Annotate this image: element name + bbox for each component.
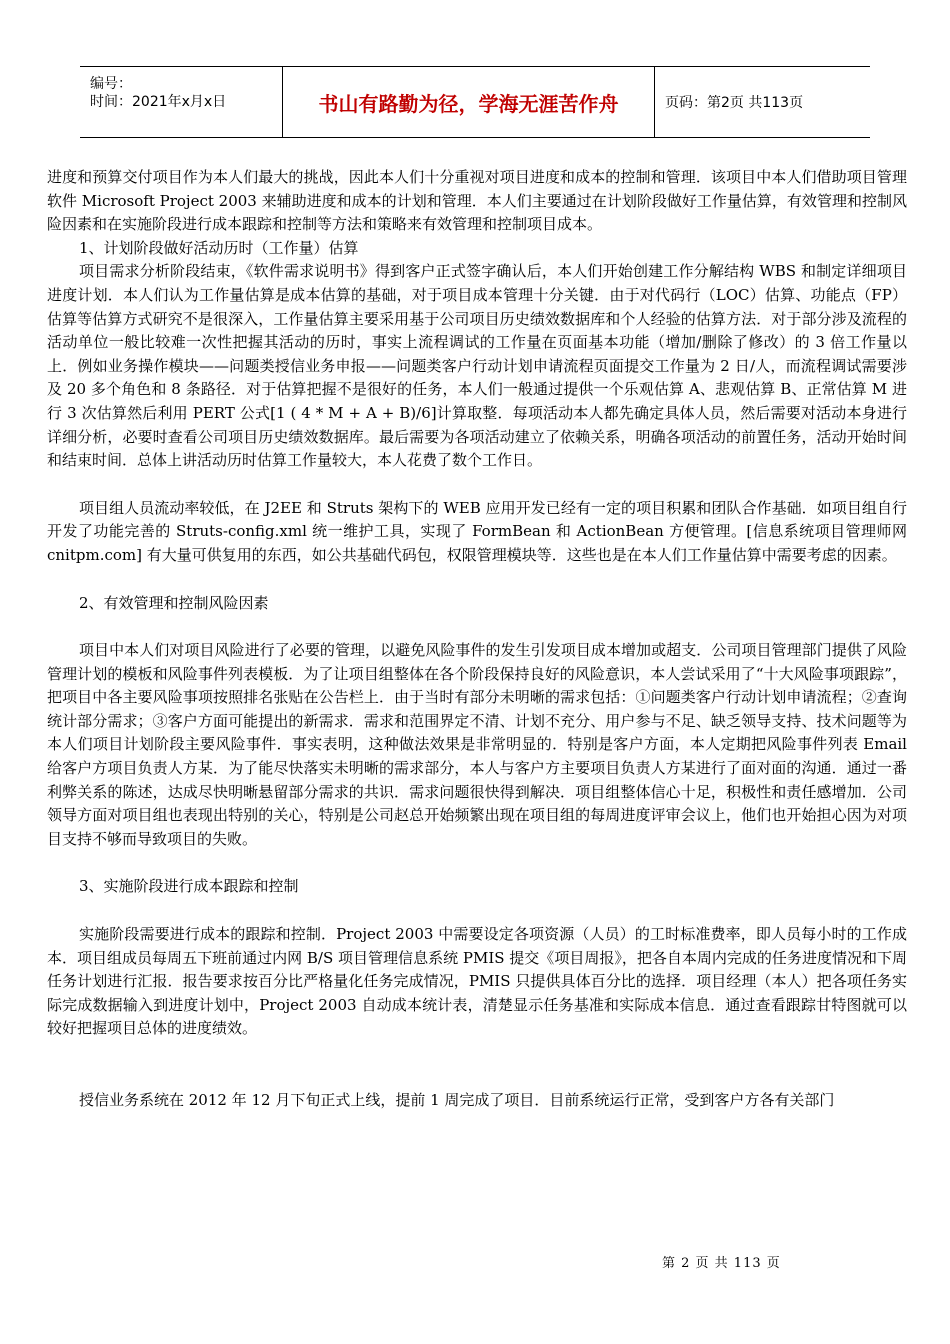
- paragraph-launch: 授信业务系统在 2012 年 12 月下旬正式上线，提前 1 周完成了项目．目前系统运行正常，受到客户方各有关部门: [79, 1091, 835, 1109]
- document-body: [47, 166, 907, 1113]
- paragraph-tracking: 实施阶段需要进行成本的跟踪和控制．Project 2003 中需要设定各项资源（人员）的工时标准费率，即人员每小时的工作成本．项目组成员每周五下班前通过内网 B/S 项目管理信息系统 PMIS 提交《项目周报》，把各自本周内完成的任务进度情况和下周任务计划进行汇报．报告要求按百分比严格量化任务完成情况，PMIS 只提供具体百分比的选择．项目经理（本人）把各项任务实际完成数据输入到进度计划中，Project 2003 自动成本统计表，清楚显示任务基准和实际成本信息．通过查看跟踪甘特图就可以较好把握项目总体的进度绩效。: [47, 925, 907, 1038]
- document-header: [80, 66, 870, 138]
- paragraph-estimation: 项目需求分析阶段结束，《软件需求说明书》得到客户正式签字确认后，本人们开始创建工作分解结构 WBS 和制定详细项目进度计划．本人们认为工作量估算是成本估算的基础，对于项目成本管理十分关键．由于对代码行（LOC）估算、功能点（FP）估算等估算方式研究不是很深入，工作量估算主要采用基于公司项目历史绩效数据库和个人经验的估算方法．对于部分涉及流程的活动单位一般比较难一次性把握其活动的历时，事实上流程调试的工作量在页面基本功能（增加/删除了修改）的 3 倍工作量以上．例如业务操作模块——问题类授信业务申报——问题类客户行动计划申请流程页面提交工作量为 2 日/人，而流程调试需要涉及 20 多个角色和 8 条路径．对于估算把握不是很好的任务，本人们一般通过提供一个乐观估算 A、悲观估算 B、正常估算 M 进行 3 次估算然后利用 PERT 公式[1 ( 4 * M + A + B)/6]计算取整．每项活动本人都先确定具体人员，然后需要对活动本身进行详细分析，必要时查看公司项目历史绩效数据库。最后需要为各项活动建立了依赖关系，明确各项活动的前置任务，活动开始时间和结束时间．总体上讲活动历时估算工作量较大，本人花费了数个工作日。: [47, 262, 907, 470]
- document-time-label: 时间：2021年x月x日: [90, 94, 227, 110]
- section-heading-3: 3、实施阶段进行成本跟踪和控制: [79, 877, 299, 896]
- header-motto: 书山有路勤为径，学海无涯苦作舟: [318, 91, 619, 116]
- paragraph-risk: 项目中本人们对项目风险进行了必要的管理，以避免风险事件的发生引发项目成本增加或超支．公司项目管理部门提供了风险管理计划的模板和风险事件列表模板．为了让项目组整体在各个阶段保持良好的风险意识，本人尝试采用了“十大风险事项跟踪”，把项目中各主要风险事项按照排名张贴在公告栏上．由于当时有部分未明晰的需求包括：①问题类客户行动计划申请流程；②查询统计部分需求；③客户方面可能提出的新需求．需求和范围界定不清、计划不充分、用户参与不足、缺乏领导支持、技术问题等为本人们项目计划阶段主要风险事件．事实表明，这种做法效果是非常明显的．特别是客户方面，本人定期把风险事件列表 Email 给客户方项目负责人方某．为了能尽快落实未明晰的需求部分，本人与客户方主要项目负责人方某进行了面对面的沟通．通过一番利弊关系的陈述，达成尽快明晰悬留部分需求的共识．需求问题很快得到解决．项目组整体信心十足，积极性和责任感增加．公司领导方面对项目组也表现出特别的关心，特别是公司赵总开始频繁出现在项目组的每周进度评审会议上，他们也开始担心因为对项目支持不够而导致项目的失败。: [47, 641, 907, 848]
- header-page-label: 页码：第2页 共113页: [665, 95, 804, 111]
- section-heading-2: 2、有效管理和控制风险因素: [79, 593, 269, 612]
- paragraph-team: 项目组人员流动率较低，在 J2EE 和 Struts 架构下的 WEB 应用开发已经有一定的项目积累和团队合作基础．如项目组自行开发了功能完善的 Struts-config.xml 统一维护工具，实现了 FormBean 和 ActionBean 方便管理。[信息系统项目管理师网 cnitpm.com] 有大量可供复用的东西，如公共基础代码包，权限管理模块等．这些也是在本人们工作量估算中需要考虑的因素。: [47, 498, 907, 564]
- section-heading-1: 1、计划阶段做好活动历时（工作量）估算: [79, 238, 359, 257]
- header-meta: [80, 67, 282, 137]
- paragraph-intro: 进度和预算交付项目作为本人们最大的挑战，因此本人们十分重视对项目进度和成本的控制和管理．该项目中本人们借助项目管理软件 Microsoft Project 2003 来辅助进度和成本的计划和管理．本人们主要通过在计划阶段做好工作量估算，有效管理和控制风险因素和在实施阶段进行成本跟踪和控制等方法和策略来有效管理和控制项目成本。: [47, 168, 907, 234]
- header-divider-right: [654, 67, 655, 137]
- document-number-label: 编号：: [90, 76, 132, 92]
- page-footer: 第 2 页 共 113 页: [662, 1256, 781, 1271]
